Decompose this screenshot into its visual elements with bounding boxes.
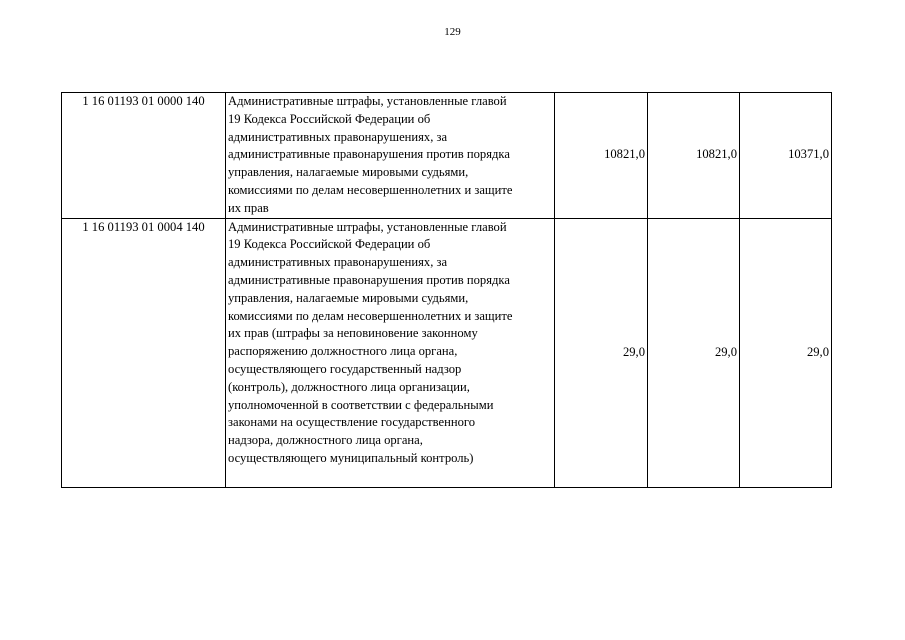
amount-cell-1: 10821,0 xyxy=(555,93,648,219)
description-line: Административные штрафы, установленные главой xyxy=(228,219,507,234)
description-line: управления, налагаемые мировыми судьями, xyxy=(228,165,469,180)
description-line: их прав xyxy=(228,200,269,215)
budget-code-cell: 1 16 01193 01 0000 140 xyxy=(62,93,226,219)
amount-cell-1: 29,0 xyxy=(555,218,648,487)
description-line: Административные штрафы, установленные главой xyxy=(228,94,507,108)
description-line: административные правонарушения против порядка xyxy=(228,272,510,287)
table-row xyxy=(62,218,832,487)
amount-cell-2: 29,0 xyxy=(648,218,740,487)
description-line: законами на осуществление государственного xyxy=(228,415,476,430)
description-line: осуществляющего муниципальный контроль) xyxy=(228,450,474,465)
budget-code-cell: 1 16 01193 01 0004 140 xyxy=(62,218,226,487)
page-number: 129 xyxy=(444,26,461,38)
description-line: 19 Кодекса Российской Федерации об xyxy=(228,111,431,126)
amount-cell-3: 29,0 xyxy=(740,218,832,487)
description-line: (контроль), должностного лица организации, xyxy=(228,379,470,394)
description-line: уполномоченной в соответствии с федеральными xyxy=(228,397,494,412)
description-line: надзора, должностного лица органа, xyxy=(228,433,423,448)
description-line: распоряжению должностного лица органа, xyxy=(228,344,458,359)
amount-cell-3: 10371,0 xyxy=(740,93,832,219)
description-line: осуществляющего государственный надзор xyxy=(228,361,462,376)
description-line: управления, налагаемые мировыми судьями, xyxy=(228,290,469,305)
amount-cell-2: 10821,0 xyxy=(648,93,740,219)
description-cell xyxy=(226,218,555,487)
description-line: комиссиями по делам несовершеннолетних и защите xyxy=(228,182,513,197)
description-line: административные правонарушения против порядка xyxy=(228,147,510,162)
table-row xyxy=(62,93,832,219)
description-line: административных правонарушениях, за xyxy=(228,255,448,270)
description-line: комиссиями по делам несовершеннолетних и защите xyxy=(228,308,513,323)
description-line: 19 Кодекса Российской Федерации об xyxy=(228,237,431,252)
description-line: административных правонарушениях, за xyxy=(228,129,448,144)
description-line: их прав (штрафы за неповиновение законному xyxy=(228,326,478,341)
description-cell xyxy=(226,93,555,219)
budget-table xyxy=(61,92,832,488)
